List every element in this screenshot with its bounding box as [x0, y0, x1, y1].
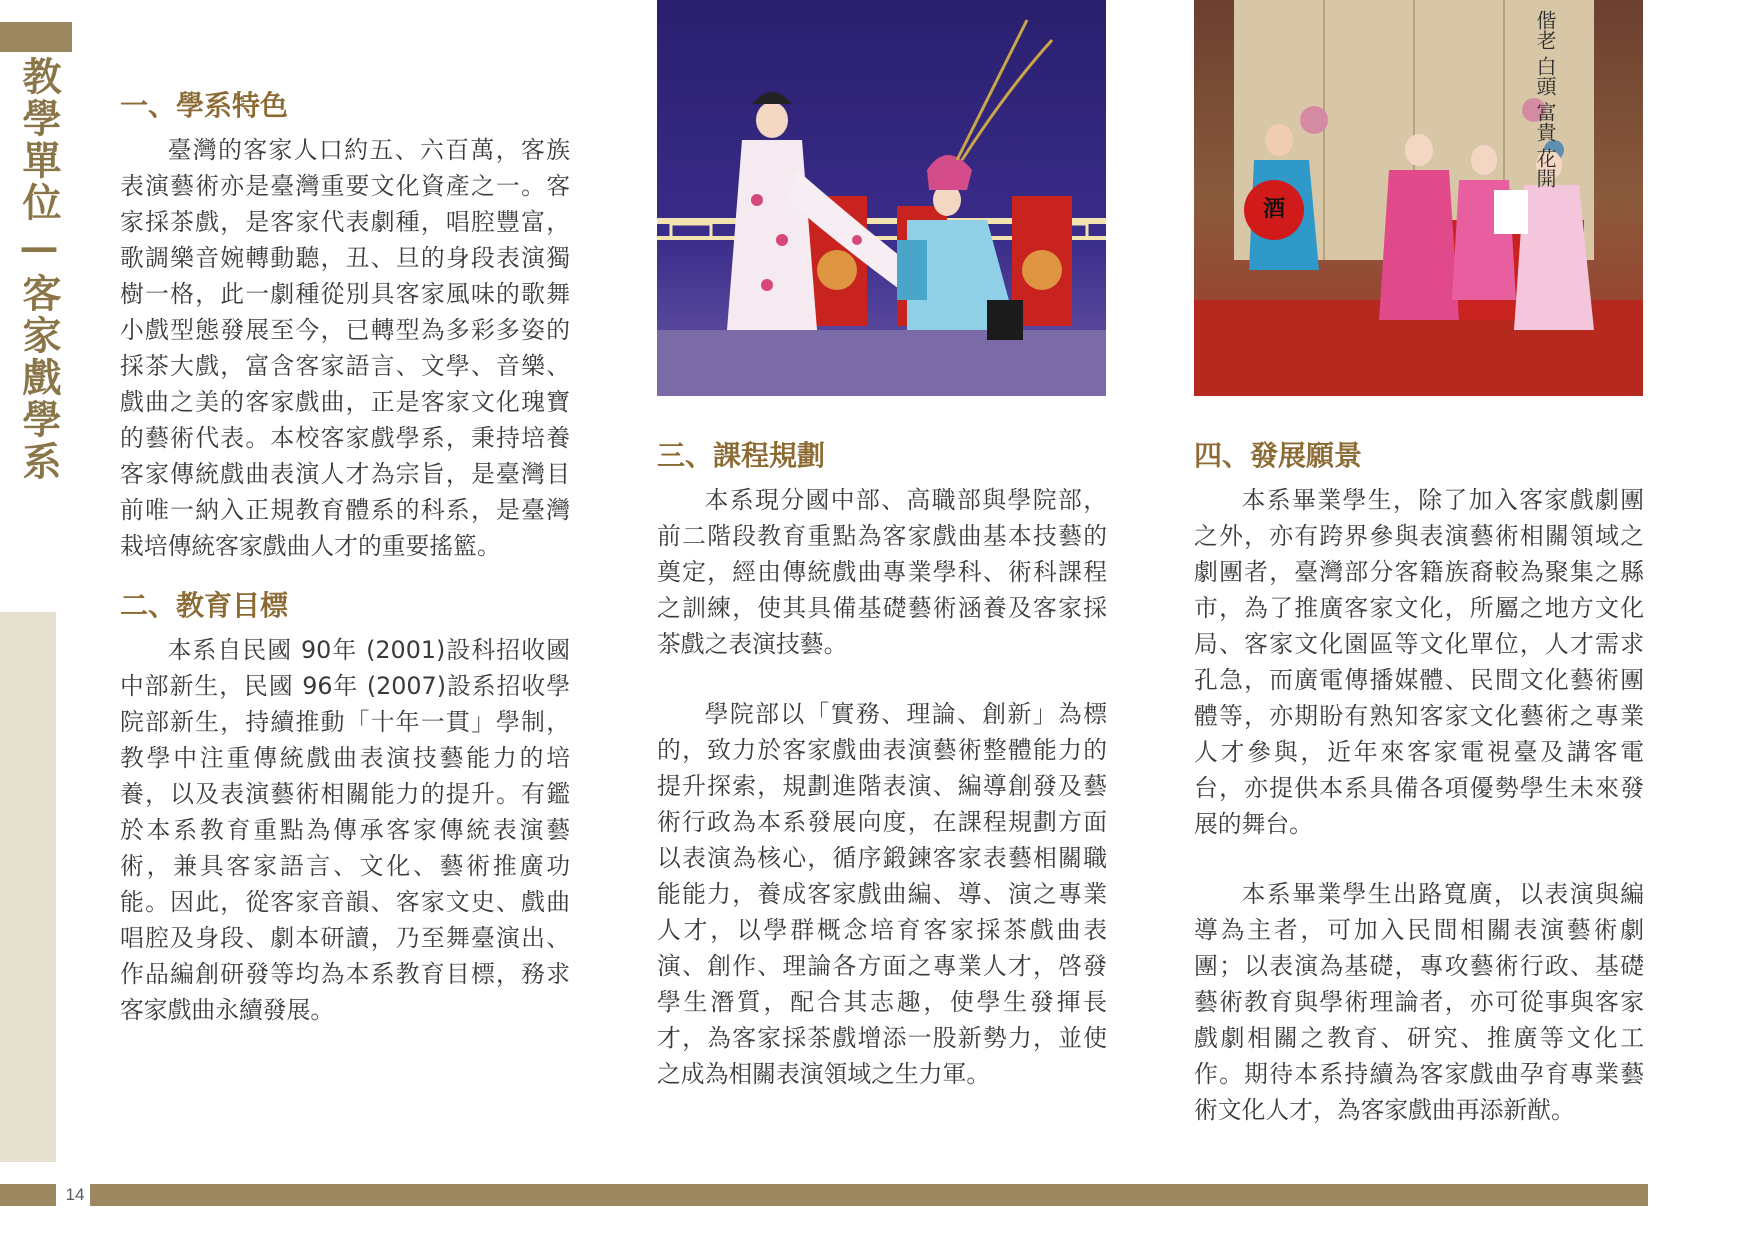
page-number: 14 [65, 1185, 85, 1204]
footer-bar-left [0, 1184, 56, 1206]
section-heading-goals: 二、教育目標 [120, 589, 289, 622]
calligraphy-line: 花開 [1533, 148, 1557, 188]
section-paragraph: 本系自民國 90年 (2001)設科招收國中部新生，民國 96年 (2007)設系招收學院部新生，持續推動「十年一貫」學制，教學中注重傳統戲曲表演技藝能力的培養，以及表演藝術相關能力的提升。有鑑於本系教育重點為傳承客家傳統表演藝術，兼具客家語言、文化、藝術推廣功能。因此，從客家音韻、客家文史、戲曲唱腔及身段、劇本研讀，乃至舞臺演出、作品編創研發等均為本系教育目標，務求客家戲曲永續發展。 [120, 636, 570, 1024]
column-left [120, 86, 570, 1050]
section-paragraph: 本系現分國中部、高職部與學院部，前二階段教育重點為客家戲曲基本技藝的奠定，經由傳統戲曲專業學科、術科課程之訓練，使其具備基礎藝術涵養及客家採茶戲之表演技藝。 [657, 486, 1107, 658]
column-middle [657, 436, 1107, 1126]
side-decor-band [0, 612, 56, 1162]
stage-photo-duet [657, 0, 1106, 396]
calligraphy-line: 偕老 [1533, 10, 1557, 50]
section-heading-vision: 四、發展願景 [1194, 439, 1363, 472]
column-right [1194, 436, 1644, 1162]
footer-bar [90, 1184, 1648, 1206]
section-paragraph: 學院部以「實務、理論、創新」為標的，致力於客家戲曲表演藝術整體能力的提升探索，規劃進階表演、編導創發及藝術行政為本系發展向度，在課程規劃方面以表演為核心，循序鍛鍊客家表藝相關職能能力，養成客家戲曲編、導、演之專業人才，以學群概念培育客家採茶戲曲表演、創作、理論各方面之專業人才，啓發學生潛質，配合其志趣，使學生發揮長才，為客家採茶戲增添一股新勢力，並使之成為相關表演領域之生力軍。 [657, 700, 1107, 1088]
section-paragraph: 本系畢業學生，除了加入客家戲劇團之外，亦有跨界參與表演藝術相關領域之劇團者，臺灣部分客籍族裔較為聚集之縣市，為了推廣客家文化，所屬之地方文化局、客家文化園區等文化單位，人才需求孔急，而廣電傳播媒體、民間文化藝術團體等，亦期盼有熟知客家文化藝術之專業人才參與，近年來客家電視臺及講客電台，亦提供本系具備各項優勢學生未來發展的舞台。 [1194, 486, 1644, 838]
stage-photo-ensemble [1194, 0, 1643, 396]
top-tab-bar [0, 22, 72, 52]
calligraphy-inscription [1533, 10, 1557, 188]
section-paragraph: 臺灣的客家人口約五、六百萬，客族表演藝術亦是臺灣重要文化資產之一。客家採茶戲，是客家代表劇種，唱腔豐富，歌調樂音婉轉動聽，丑、旦的身段表演獨樹一格，此一劇種從別具客家風味的歌舞小戲型態發展至今，已轉型為多彩多姿的採茶大戲，富含客家語言、文學、音樂、戲曲之美的客家戲曲，正是客家文化瑰寶的藝術代表。本校客家戲學系，秉持培養客家傳統戲曲表演人才為宗旨，是臺灣目前唯一納入正規教育體系的科系，是臺灣栽培傳統客家戲曲人才的重要搖籃。 [120, 136, 570, 560]
calligraphy-line: 白頭 [1533, 56, 1557, 96]
section-heading-features: 一、學系特色 [120, 89, 289, 122]
vertical-section-title: 教學單位—客家戲學系 [16, 56, 62, 483]
section-paragraph: 本系畢業學生出路寬廣，以表演與編導為主者，可加入民間相關表演藝術劇團；以表演為基礎，專攻藝術行政、基礎藝術教育與學術理論者，亦可從事與客家戲劇相關之教育、研究、推廣等文化工作。期待本系持續為客家戲曲孕育專業藝術文化人才，為客家戲曲再添新猷。 [1194, 880, 1644, 1124]
calligraphy-line: 富貴 [1533, 102, 1557, 142]
fan-text: 酒 [1262, 196, 1285, 222]
section-heading-curriculum: 三、課程規劃 [657, 439, 826, 472]
